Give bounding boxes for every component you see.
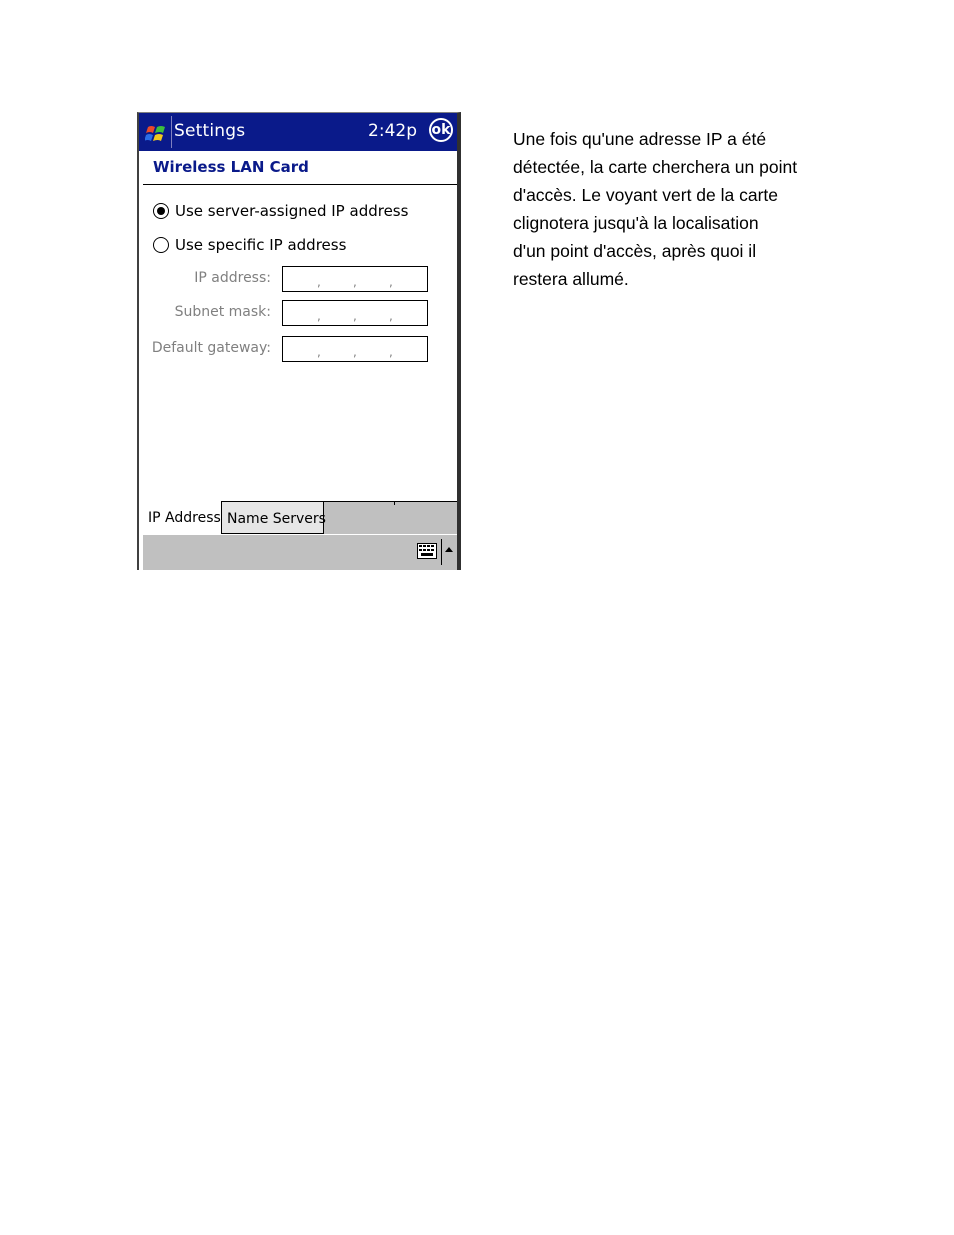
- tab-name-servers[interactable]: [222, 501, 324, 534]
- ok-button[interactable]: [429, 118, 453, 142]
- start-button[interactable]: [142, 116, 172, 148]
- clock[interactable]: 2:42p: [368, 121, 417, 141]
- specific-ip-option[interactable]: [153, 234, 346, 256]
- description-line: d'un point d'accès, après quoi il: [513, 241, 757, 261]
- description-line: restera allumé.: [513, 269, 629, 289]
- subnet-mask-input[interactable]: , , ,: [282, 300, 428, 326]
- pocket-pc-screen: [137, 112, 461, 570]
- header-divider: [143, 184, 457, 185]
- description-line: Une fois qu'une adresse IP a été: [513, 129, 767, 149]
- ip-address-label: IP address:: [194, 270, 271, 286]
- default-gateway-label: Default gateway:: [151, 340, 271, 356]
- tab-ip-address-label: IP Address: [148, 510, 221, 526]
- specific-ip-label: Use specific IP address: [175, 236, 347, 254]
- windows-flag-icon: [145, 121, 169, 145]
- description-line: détectée, la carte cherchera un point: [513, 157, 798, 177]
- tab-bar: [143, 501, 457, 534]
- tab-divider-mark: [394, 501, 395, 505]
- radio-unselected[interactable]: [153, 237, 169, 253]
- description-text: [513, 125, 843, 293]
- subnet-mask-label: Subnet mask:: [174, 304, 271, 320]
- ip-address-input[interactable]: , , ,: [282, 266, 428, 292]
- triangle-up-icon[interactable]: [445, 547, 453, 552]
- radio-selected[interactable]: [153, 203, 169, 219]
- page-title: Wireless LAN Card: [153, 158, 309, 176]
- server-assigned-ip-label: Use server-assigned IP address: [175, 202, 409, 220]
- description-line: clignotera jusqu'à la localisation: [513, 213, 759, 233]
- tab-name-servers-label: Name Servers: [227, 511, 326, 527]
- app-title: Settings: [174, 121, 246, 141]
- description-line: d'accès. Le voyant vert de la carte: [513, 185, 779, 205]
- title-bar: [139, 113, 457, 151]
- default-gateway-input[interactable]: , , ,: [282, 336, 428, 362]
- server-assigned-ip-option[interactable]: [153, 200, 408, 222]
- keyboard-icon[interactable]: [417, 543, 437, 559]
- command-bar: [143, 534, 457, 570]
- tab-ip-address[interactable]: [143, 501, 222, 534]
- input-separator: [441, 539, 442, 565]
- ok-label: ok: [431, 122, 451, 138]
